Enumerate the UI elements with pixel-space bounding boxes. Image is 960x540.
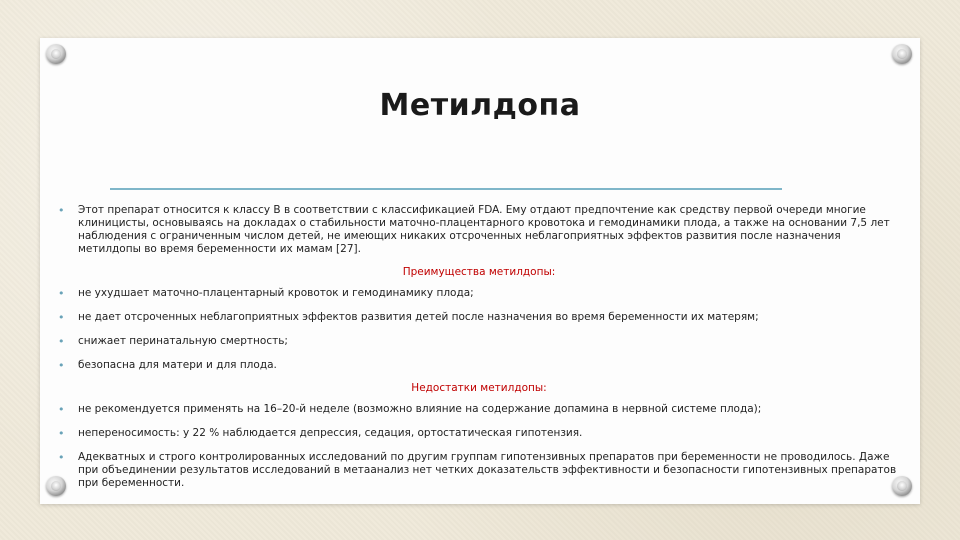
pushpin-icon xyxy=(46,44,66,64)
disadvantage-text: не рекомендуется применять на 16–20-й неделе (возможно влияние на содержание допамина в нервной системе плода); xyxy=(78,403,762,415)
list-item xyxy=(58,335,900,348)
slide-content xyxy=(58,198,900,490)
disadvantage-text: непереносимость: у 22 % наблюдается депрессия, седация, ортостатическая гипотензия. xyxy=(78,427,583,439)
bullet-icon: • xyxy=(58,403,65,416)
slide-title: Метилдопа xyxy=(379,88,581,123)
bullet-icon: • xyxy=(58,359,65,372)
bullet-icon: • xyxy=(58,451,65,464)
intro-text: Этот препарат относится к классу B в соответствии с классификацией FDA. Ему отдают предпочтение как средству первой очереди многие клиницисты, основываясь на докладах о стабильности маточно-плацентарного кровотока и гемодинамики плода, а также на основании 7,5 лет наблюдения с ограниченным числом детей, не имеющих никаких отсроченных неблагоприятных эффектов развития после назначения метилдопы во время беременности их мамам [27]. xyxy=(78,204,890,255)
list-item xyxy=(58,451,900,490)
list-item-intro xyxy=(58,204,900,256)
list-item xyxy=(58,403,900,416)
advantage-text: безопасна для матери и для плода. xyxy=(78,359,277,371)
advantage-text: не дает отсроченных неблагоприятных эффектов развития детей после назначения во время беременности их матерям; xyxy=(78,311,759,323)
disadvantages-heading: Недостатки метилдопы: xyxy=(411,382,547,394)
list-item xyxy=(58,359,900,372)
pushpin-icon xyxy=(892,44,912,64)
bullet-icon: • xyxy=(58,427,65,440)
bullet-icon: • xyxy=(58,287,65,300)
bullet-icon: • xyxy=(58,204,65,217)
disadvantage-text: Адекватных и строго контролированных исследований по другим группам гипотензивных препаратов при беременности не проводилось. Даже при объединении результатов исследований в метаанализ нет четких доказательств эффективности и безопасности гипотензивных препаратов при беременности. xyxy=(78,451,897,489)
advantage-text: не ухудшает маточно-плацентарный кровоток и гемодинамику плода; xyxy=(78,287,474,299)
bullet-icon: • xyxy=(58,335,65,348)
advantages-heading: Преимущества метилдопы: xyxy=(402,266,556,278)
list-item xyxy=(58,311,900,324)
bullet-icon: • xyxy=(58,311,65,324)
list-item xyxy=(58,427,900,440)
slide-card xyxy=(40,38,920,504)
list-item xyxy=(58,287,900,300)
title-underline xyxy=(110,188,782,190)
advantage-text: снижает перинатальную смертность; xyxy=(78,335,288,347)
